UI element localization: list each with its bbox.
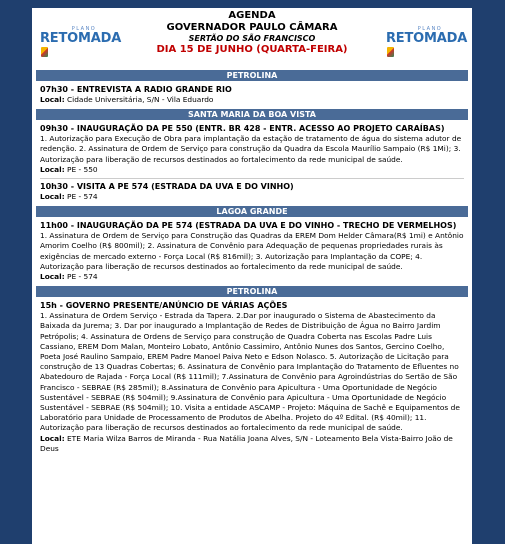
event-location: Local: ETE Maria Wilza Barros de Miranda - Rua Natália Joana Alves, S/N - Loteamento Bela Vista-Bairro João de Deus bbox=[40, 433, 453, 453]
logo-swoosh-icon bbox=[387, 47, 394, 57]
divider bbox=[40, 178, 464, 179]
event-title: 09h30 - INAUGURAÇÃO DA PE 550 (ENTR. BR 428 - ENTR. ACESSO AO PROJETO CARAÍBAS) bbox=[40, 124, 445, 134]
event-block bbox=[38, 297, 466, 458]
governor-heading: GOVERNADOR PAULO CÂMARA bbox=[166, 22, 338, 33]
section-header-petrolina-2: PETROLINA bbox=[36, 286, 468, 297]
agenda-document bbox=[32, 8, 472, 544]
event-location: Local: Cidade Universitária, S/N - Vila Eduardo bbox=[40, 95, 214, 104]
event-description: 1. Assinatura de Ordem de Serviço para Construção das Quadras da EREM Dom Helder Câmara(R$ 1mi) e Antônio Amorim Coelho (R$ 800mil); 2. Assinatura de Convênio para Adequação de pequenas propriedades rurais às exigências de mercado externo - Força Local (R$ 816mil); 3. Autorização para Implantação da COPE; 4. Autorização para liberação de recursos destinados ao fortalecimento da rede municipal de saúde. bbox=[40, 231, 464, 271]
logo-swoosh-icon bbox=[41, 47, 48, 57]
section-header-santa-maria: SANTA MARIA DA BOA VISTA bbox=[36, 109, 468, 120]
event-location: Local: PE - 574 bbox=[40, 192, 98, 202]
event-title: 10h30 - VISITA A PE 574 (ESTRADA DA UVA E DO VINHO) bbox=[40, 182, 294, 192]
retomada-logo-right bbox=[386, 26, 468, 56]
event-location: Local: PE - 574 bbox=[40, 272, 98, 282]
region-heading: SERTÃO DO SÃO FRANCISCO bbox=[188, 34, 316, 43]
event-block bbox=[38, 120, 466, 206]
logo-plano-label: PLANO bbox=[417, 26, 443, 32]
agenda-heading: AGENDA bbox=[228, 10, 276, 21]
event-description: 1. Autorização para Execução de Obra para implantação da estação de tratamento de água do sistema adutor de redenção. 2. Assinatura de Ordem de Serviço para construção da Quadra da Escola Maurílio Sampaio (R$ 1Mi); 3. Autorização para liberação de recursos destinados ao fortalecimento da rede municipal de saúde. bbox=[40, 134, 462, 164]
logo-word: RETOMADA bbox=[386, 31, 468, 46]
event-title: 15h - GOVERNO PRESENTE/ANÚNCIO DE VÁRIAS AÇÕES bbox=[40, 301, 288, 311]
event-block bbox=[38, 81, 466, 109]
section-header-petrolina: PETROLINA bbox=[36, 70, 468, 81]
event-description: 1. Assinatura de Ordem Serviço - Estrada da Tapera. 2.Dar por inaugurado o Sistema de Abastecimento da Baixada da Jurema; 3. Dar por inaugurado a Implantação de Redes de Distribuição de Água no Bairro Jardim Petrópolis; 4. Assinatura de Ordens de Serviço para construção de Quadra Coberta nas Escolas Padre Luis Cassiano, EREM Dom Malan, Monteiro Lobato, Antônio Cassimiro, Antônio Nunes dos Santos, Gercino Coelho, Poeta José Raulino Sampaio, EREM Padre Manoel Paiva Neto e Edson Nolasco. 5. Autorização de Licitação para construção de 13 Quadras Cobertas; 6. Assinatura de Convênio para Implantação do Tratamento de Efluentes no Abatedouro de Rajada - Força Local (R$ 111mil); 7.Assinatura de Convênio para Agroindústrias do Sertão de São Francisco - SEBRAE (R$ 285mil); 8.Assinatura de Convênio para Apicultura - Uma Oportunidade de Negócio Sustentável - SEBRAE (R$ 504mil); 9.Assinatura de Convênio para Apicultura - Uma Oportunidade de Negócio Sustentável - SEBRAE (R$ 504mil); 10. Visita a entidade ASCAMP - Projeto: Máquina de Sachê e Equipamentos de Laboratório para Unidade de Processamento de Produtos de Abelha. Projeto do 4º Edital. (R$ 40mil); 11. Autorização para liberação de recursos destinados ao fortalecimento da rede municipal de saúde. bbox=[40, 311, 460, 433]
logo-plano-label: PLANO bbox=[71, 26, 97, 32]
event-location: Local: PE - 550 bbox=[40, 164, 98, 174]
event-title: 11h00 - INAUGURAÇÃO DA PE 574 (ESTRADA DA UVA E DO VINHO - TRECHO DE VERMELHOS) bbox=[40, 221, 457, 231]
logo-word: RETOMADA bbox=[40, 31, 122, 46]
event-block bbox=[38, 217, 466, 286]
event-title: 07h30 - ENTREVISTA A RADIO GRANDE RIO bbox=[40, 85, 232, 94]
section-header-lagoa-grande: LAGOA GRANDE bbox=[36, 206, 468, 217]
document-header bbox=[38, 8, 466, 70]
retomada-logo-left bbox=[40, 26, 122, 56]
date-heading: DIA 15 DE JUNHO (QUARTA-FEIRA) bbox=[156, 44, 348, 55]
